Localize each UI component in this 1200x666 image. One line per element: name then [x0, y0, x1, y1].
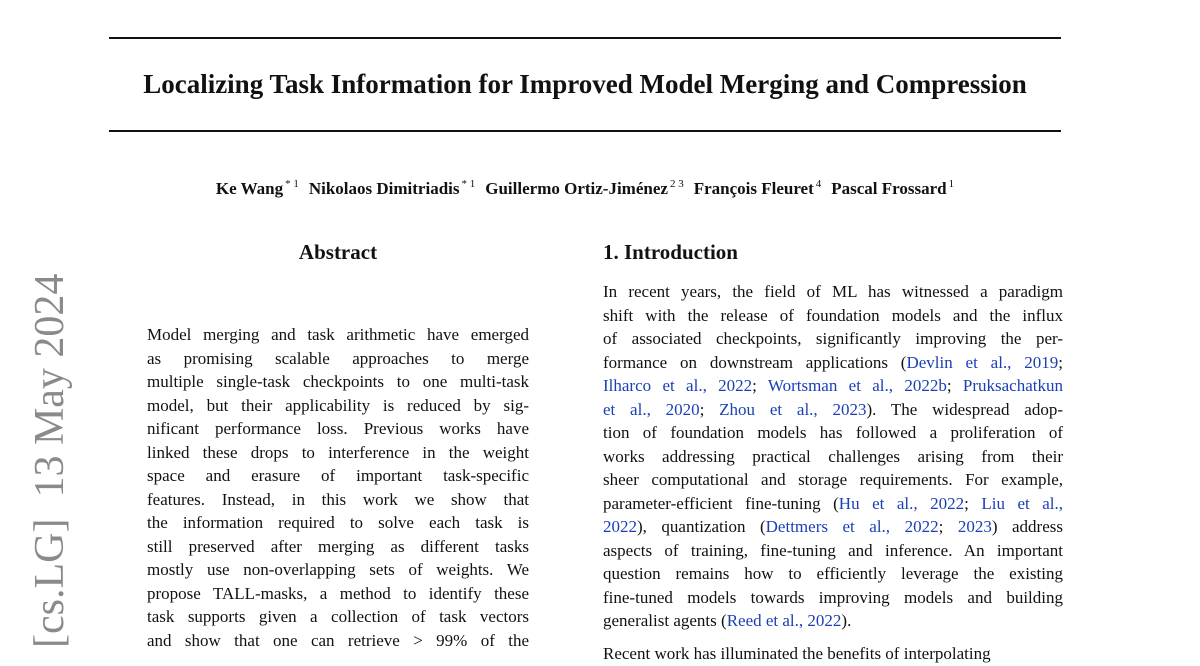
introduction-line: [603, 562, 1063, 586]
abstract-line: and show that one can retrieve > 99% of the: [147, 630, 529, 650]
author-name: Guillermo Ortiz-Jiménez: [485, 179, 668, 198]
author-affiliation: * 1: [285, 178, 299, 190]
author-affiliation: 1: [948, 178, 955, 190]
introduction-line: [603, 515, 1063, 539]
author-affiliation: 2 3: [669, 178, 684, 190]
introduction-text: formance on downstream applications (: [603, 352, 907, 372]
abstract-line: the information required to solve each task is: [147, 513, 529, 532]
introduction-heading: 1. Introduction: [603, 240, 738, 264]
introduction-text: ;: [938, 517, 958, 536]
introduction-text: tion of foundation models has followed a proliferation of: [603, 423, 1063, 442]
abstract-line: multiple single-task checkpoints to one multi-task: [147, 372, 529, 391]
citation-link[interactable]: Hu et al., 2022: [838, 493, 965, 513]
citation-link[interactable]: Reed et al., 2022: [726, 611, 842, 630]
author-name: Pascal Frossard: [831, 179, 947, 198]
introduction-text: ), quantization (: [637, 517, 766, 536]
author-affiliation: * 1: [461, 178, 476, 190]
citation-link[interactable]: Ilharco et al., 2022: [603, 376, 753, 395]
introduction-text: ). The widespread adop-: [866, 399, 1064, 419]
introduction-text: works addressing practical challenges arising from their: [603, 446, 1063, 466]
introduction-line: [603, 468, 1063, 492]
citation-link[interactable]: Liu et al.,: [981, 493, 1063, 513]
introduction-line: [603, 539, 1063, 563]
paper-title: Localizing Task Information for Improved Model Merging and Compression: [143, 69, 1027, 99]
introduction-line: [603, 398, 1063, 422]
introduction-line: [603, 609, 1063, 633]
abstract-line: features. Instead, in this work we show that: [147, 489, 529, 509]
introduction-text: generalist agents (: [603, 611, 727, 630]
introduction-text: ) address: [991, 517, 1063, 536]
author-name: Ke Wang: [215, 179, 284, 198]
abstract-line: model, but their applicability is reduced by sig-: [147, 395, 529, 415]
introduction-line: [603, 374, 1063, 398]
author-name: Nikolaos Dimitriadis: [308, 179, 460, 198]
author-2: [485, 179, 683, 198]
introduction-text: of associated checkpoints, significantly improving the per-: [603, 329, 1063, 348]
citation-link[interactable]: et al., 2020: [603, 399, 700, 419]
abstract-line: as promising scalable approaches to merge: [147, 348, 529, 368]
introduction-text: ;: [699, 399, 720, 419]
introduction-line: [603, 492, 1063, 516]
abstract-heading: Abstract: [298, 240, 378, 264]
introduction-text: ).: [841, 611, 852, 630]
introduction-text: aspects of training, fine-tuning and inference. An important: [603, 540, 1063, 560]
introduction-text: In recent years, the field of ML has witnessed a paradigm: [603, 282, 1063, 301]
author-name: François Fleuret: [693, 179, 814, 198]
author-0: [216, 179, 299, 198]
author-4: [831, 179, 954, 198]
abstract-line: mostly use non-overlapping sets of weights. We: [147, 560, 529, 579]
introduction-text: ;: [752, 376, 768, 395]
introduction-line: [603, 445, 1063, 469]
introduction-line: [603, 421, 1063, 445]
abstract-line: nificant performance loss. Previous works have: [147, 419, 529, 438]
citation-link[interactable]: Dettmers et al., 2022: [765, 517, 939, 536]
introduction-text: fine-tuned models towards improving models and building: [603, 587, 1063, 607]
introduction-line: [603, 304, 1063, 328]
citation-link[interactable]: Wortsman et al., 2022b: [767, 376, 947, 395]
abstract-line: task supports given a collection of task vectors: [147, 607, 529, 626]
citation-link[interactable]: Pruksachatkun: [962, 376, 1063, 395]
introduction-text: ;: [964, 493, 982, 513]
abstract-line: linked these drops to interference in the weight: [147, 442, 529, 462]
introduction-line: [603, 586, 1063, 610]
citation-link[interactable]: 2023: [957, 517, 992, 536]
arxiv-stamp: [cs.LG] 13 May 2024: [27, 273, 73, 648]
title-top-rule: [109, 37, 1061, 39]
introduction-line: [603, 351, 1063, 375]
author-affiliation: 4: [815, 178, 822, 190]
citation-link[interactable]: 2022: [603, 517, 637, 536]
citation-link[interactable]: Zhou et al., 2023: [719, 399, 867, 419]
introduction-text: question remains how to efficiently leverage the existing: [603, 564, 1063, 583]
introduction-text: shift with the release of foundation models and the influx: [603, 305, 1063, 325]
introduction-text: ;: [946, 376, 963, 395]
introduction-text: sheer computational and storage requirements. For example,: [603, 470, 1063, 489]
title-bottom-rule: [109, 130, 1061, 132]
introduction-next-paragraph: Recent work has illuminated the benefits of interpolating: [603, 644, 991, 663]
author-3: [694, 179, 822, 198]
abstract-line: still preserved after merging as different tasks: [147, 536, 529, 556]
citation-link[interactable]: Devlin et al., 2019: [906, 352, 1059, 372]
author-list: [0, 172, 1170, 201]
abstract-body: [147, 323, 529, 652]
introduction-text: ;: [1058, 352, 1063, 372]
abstract-line: space and erasure of important task-specific: [147, 466, 529, 485]
introduction-line: [603, 327, 1063, 351]
abstract-line: propose TALL-masks, a method to identify these: [147, 583, 529, 603]
introduction-body: [603, 280, 1063, 633]
introduction-text: parameter-efficient fine-tuning (: [603, 493, 839, 513]
abstract-line: Model merging and task arithmetic have emerged: [147, 325, 529, 344]
introduction-line: [603, 280, 1063, 304]
author-1: [309, 179, 475, 198]
